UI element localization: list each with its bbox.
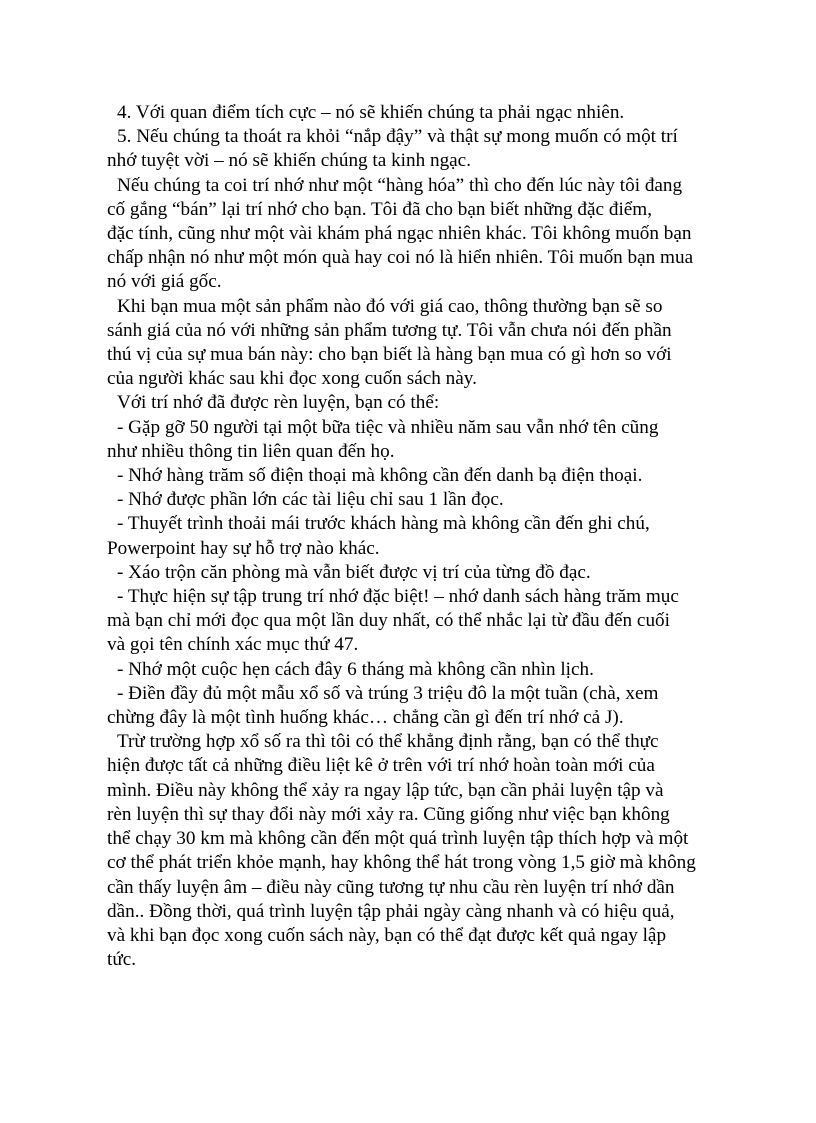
paragraph [97,125,727,173]
paragraph [97,464,727,488]
text-line: - Nhớ một cuộc hẹn cách đây 6 tháng mà không cần nhìn lịch. [117,658,594,680]
paragraph [97,730,727,972]
text-line: thể chạy 30 km mà không cần đến một quá trình luyện tập thích hợp và một [107,828,689,850]
text-line: nhớ tuyệt vời – nó sẽ khiến chúng ta kinh ngạc. [107,150,472,172]
text-line: Nếu chúng ta coi trí nhớ như một “hàng hóa” thì cho đến lúc này tôi đang [117,174,683,196]
text-line: như nhiều thông tin liên quan đến họ. [107,440,395,462]
text-line: đặc tính, cũng như một vài khám phá ngạc nhiên khác. Tôi không muốn bạn [107,223,692,245]
text-line: Trừ trường hợp xổ số ra thì tôi có thể khẳng định rằng, bạn có thể thực [117,731,659,753]
text-line: thú vị của sự mua bán này: cho bạn biết là hàng bạn mua có gì hơn so với [107,344,672,366]
text-line: chừng đây là một tình huống khác… chẳng cần gì đến trí nhớ cả J). [107,707,624,729]
text-line: dần.. Đồng thời, quá trình luyện tập phải ngày càng nhanh và có hiệu quả, [107,900,675,922]
paragraph [97,416,727,464]
text-line: - Xáo trộn căn phòng mà vẫn biết được vị trí của từng đồ đạc. [117,561,591,583]
text-line: chấp nhận nó như một món quà hay coi nó là hiển nhiên. Tôi muốn bạn mua [107,247,694,269]
text-line: sánh giá của nó với những sản phẩm tương tự. Tôi vẫn chưa nói đến phần [107,319,672,341]
text-line: - Gặp gỡ 50 người tại một bữa tiệc và nhiều năm sau vẫn nhớ tên cũng [117,416,659,438]
text-line: - Thực hiện sự tập trung trí nhớ đặc biệt! – nhớ danh sách hàng trăm mục [117,586,679,608]
text-line: 4. Với quan điểm tích cực – nó sẽ khiến chúng ta phải ngạc nhiên. [117,102,625,123]
text-line: Khi bạn mua một sản phẩm nào đó với giá cao, thông thường bạn sẽ so [117,295,663,317]
paragraph [97,658,727,682]
text-line: hiện được tất cả những điều liệt kê ở trên với trí nhớ hoàn toàn mới của [107,755,655,777]
text-line: cần thấy luyện âm – điều này cũng tương tự nhu cầu rèn luyện trí nhớ dần [107,876,675,898]
text-line: tức. [107,949,137,971]
text-line: nó với giá gốc. [107,271,222,293]
paragraph [97,101,727,125]
text-line: cơ thể phát triển khỏe mạnh, hay không thể hát trong vòng 1,5 giờ mà không [107,852,696,874]
text-line: của người khác sau khi đọc xong cuốn sách này. [107,368,477,390]
text-line: 5. Nếu chúng ta thoát ra khỏi “nắp đậy” và thật sự mong muốn có một trí [117,126,678,148]
text-line: - Thuyết trình thoải mái trước khách hàng mà không cần đến ghi chú, [117,513,650,535]
text-line: mà bạn chỉ mới đọc qua một lần duy nhất, có thể nhắc lại từ đầu đến cuối [107,610,670,632]
paragraph [97,295,727,392]
paragraph [97,561,727,585]
paragraph [97,682,727,730]
paragraph [97,391,727,415]
text-line: và gọi tên chính xác mục thứ 47. [107,634,359,656]
paragraph [97,174,727,295]
paragraph [97,512,727,560]
paragraph [97,585,727,658]
text-line: và khi bạn đọc xong cuốn sách này, bạn có thể đạt được kết quả ngay lập [107,924,667,946]
text-line: - Nhớ hàng trăm số điện thoại mà không cần đến danh bạ điện thoại. [117,465,643,487]
text-line: rèn luyện thì sự thay đổi này mới xảy ra. Cũng giống như việc bạn không [107,803,670,825]
text-line: cố gắng “bán” lại trí nhớ cho bạn. Tôi đã cho bạn biết những đặc điểm, [107,198,653,220]
text-line: - Điền đầy đủ một mẫu xổ số và trúng 3 triệu đô la một tuần (chà, xem [117,682,659,704]
text-line: - Nhớ được phần lớn các tài liệu chỉ sau 1 lần đọc. [117,489,504,511]
paragraph [97,488,727,512]
text-line: Powerpoint hay sự hỗ trợ nào khác. [107,537,380,559]
text-line: Với trí nhớ đã được rèn luyện, bạn có thể: [117,392,440,414]
document-page [97,101,727,972]
text-line: mình. Điều này không thể xảy ra ngay lập tức, bạn cần phải luyện tập và [107,779,664,801]
